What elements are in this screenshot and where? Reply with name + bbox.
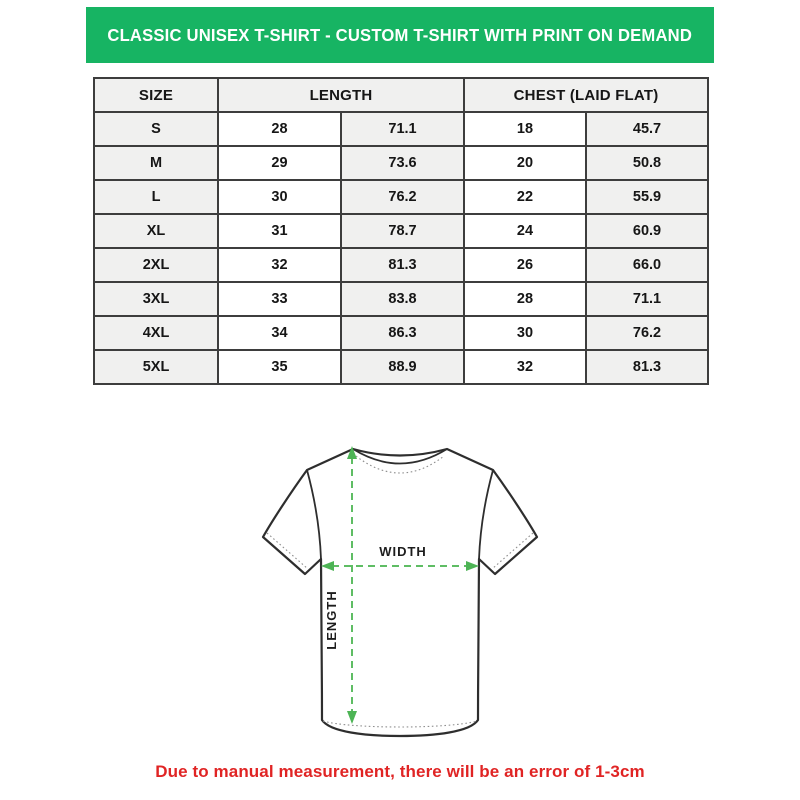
chest-in-cell: 20: [464, 146, 586, 180]
chest-cm-cell: 66.0: [586, 248, 708, 282]
chest-in-cell: 22: [464, 180, 586, 214]
chest-in-cell: 32: [464, 350, 586, 384]
length-in-cell: 33: [218, 282, 341, 316]
length-cm-cell: 71.1: [341, 112, 464, 146]
chest-cm-cell: 45.7: [586, 112, 708, 146]
tshirt-diagram: [250, 433, 550, 748]
col-header-size: SIZE: [94, 78, 218, 112]
length-in-cell: 34: [218, 316, 341, 350]
table-row-3xl: [94, 282, 708, 316]
size-table: [93, 77, 709, 385]
length-in-cell: 31: [218, 214, 341, 248]
chest-in-cell: 24: [464, 214, 586, 248]
length-in-cell: 28: [218, 112, 341, 146]
table-row-l: [94, 180, 708, 214]
size-cell: L: [94, 180, 218, 214]
title-banner: [86, 7, 714, 63]
chest-cm-cell: 50.8: [586, 146, 708, 180]
chest-in-cell: 26: [464, 248, 586, 282]
length-cm-cell: 81.3: [341, 248, 464, 282]
size-cell: 2XL: [94, 248, 218, 282]
chest-cm-cell: 60.9: [586, 214, 708, 248]
size-cell: M: [94, 146, 218, 180]
size-cell: S: [94, 112, 218, 146]
length-in-cell: 32: [218, 248, 341, 282]
width-label: WIDTH: [379, 544, 427, 559]
chest-cm-cell: 76.2: [586, 316, 708, 350]
length-cm-cell: 73.6: [341, 146, 464, 180]
tshirt-outline: [263, 449, 537, 736]
size-cell: XL: [94, 214, 218, 248]
col-header-length: LENGTH: [218, 78, 464, 112]
length-cm-cell: 88.9: [341, 350, 464, 384]
chest-cm-cell: 81.3: [586, 350, 708, 384]
table-row-2xl: [94, 248, 708, 282]
table-row-xl: [94, 214, 708, 248]
size-cell: 4XL: [94, 316, 218, 350]
col-header-chest: CHEST (LAID FLAT): [464, 78, 708, 112]
chest-in-cell: 30: [464, 316, 586, 350]
page-title: CLASSIC UNISEX T-SHIRT - CUSTOM T-SHIRT WITH PRINT ON DEMAND: [107, 24, 693, 45]
table-header-row: [94, 78, 708, 112]
chest-in-cell: 28: [464, 282, 586, 316]
length-cm-cell: 83.8: [341, 282, 464, 316]
length-in-cell: 29: [218, 146, 341, 180]
length-cm-cell: 86.3: [341, 316, 464, 350]
measurement-error-note: Due to manual measurement, there will be an error of 1-3cm: [155, 762, 645, 781]
table-row-5xl: [94, 350, 708, 384]
length-label: LENGTH: [324, 590, 339, 650]
table-row-4xl: [94, 316, 708, 350]
length-in-cell: 30: [218, 180, 341, 214]
chest-cm-cell: 55.9: [586, 180, 708, 214]
size-cell: 5XL: [94, 350, 218, 384]
length-in-cell: 35: [218, 350, 341, 384]
chest-cm-cell: 71.1: [586, 282, 708, 316]
chest-in-cell: 18: [464, 112, 586, 146]
length-cm-cell: 76.2: [341, 180, 464, 214]
table-row-s: [94, 112, 708, 146]
length-cm-cell: 78.7: [341, 214, 464, 248]
size-cell: 3XL: [94, 282, 218, 316]
table-row-m: [94, 146, 708, 180]
